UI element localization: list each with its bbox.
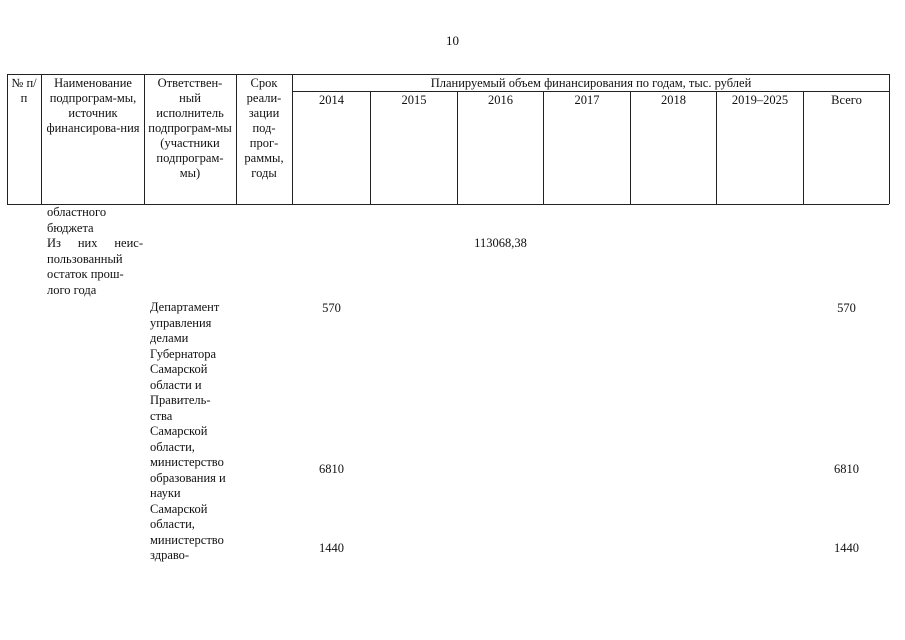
responsible-line: Самарской	[150, 424, 208, 438]
source-line: пользованный	[47, 251, 123, 266]
header-years-border	[292, 91, 889, 92]
header-year-2019-2025: 2019–2025	[731, 93, 789, 107]
row-1-total: 570	[837, 301, 856, 315]
unused-balance-2016: 113068,38	[474, 236, 527, 250]
responsible-line: области,	[150, 439, 195, 454]
header-col-responsible: Ответствен-ный исполнитель подпрограм-мы (участники подпрограм-мы)	[148, 76, 232, 180]
header-col-planned-funding: Планируемый объем финансирования по годам, тыс. рублей	[430, 76, 752, 90]
header-top-border	[7, 74, 889, 75]
source-line: остаток прош-	[47, 267, 124, 281]
responsible-line: Самарской	[150, 362, 208, 376]
row-2-value-2014: 6810	[319, 462, 344, 476]
header-year-2018: 2018	[661, 93, 686, 107]
responsible-line: науки	[150, 486, 181, 500]
header-col-term: Срок реали-зации под-прог-раммы, годы	[244, 76, 284, 180]
header-total: Всего	[831, 93, 862, 107]
header-border-2	[144, 74, 145, 204]
header-year-2014: 2014	[319, 93, 344, 107]
responsible-line: ства	[150, 408, 173, 423]
source-line: областного	[47, 205, 107, 219]
source-line: бюджета	[47, 220, 94, 235]
page-number: 10	[446, 33, 459, 48]
header-year-2017: 2017	[574, 93, 600, 107]
responsible-line: управления	[150, 315, 212, 330]
responsible-line: Правитель-	[150, 393, 211, 407]
responsible-executors-text	[150, 300, 240, 564]
header-year-2016: 2016	[488, 93, 513, 107]
responsible-line: министерство	[150, 455, 224, 469]
responsible-line: Губернатора	[150, 346, 217, 361]
row-1-value-2014: 570	[322, 301, 341, 315]
header-border-3	[236, 74, 237, 204]
source-line: лого года	[47, 282, 97, 297]
responsible-line: делами	[150, 331, 189, 345]
responsible-line: образования и	[150, 470, 226, 485]
row-3-total: 1440	[834, 541, 859, 555]
header-border-1	[41, 74, 42, 204]
responsible-line: здраво-	[150, 548, 190, 562]
responsible-line: области и	[150, 377, 202, 392]
responsible-line: Департамент	[150, 300, 220, 314]
source-line: Из них неис-	[47, 236, 143, 250]
header-year-2015: 2015	[401, 93, 427, 107]
header-col-subprogram-name: Наименование подпрограм-мы, источник финансирова-ния	[46, 76, 140, 135]
responsible-line: области,	[150, 517, 195, 531]
responsible-line: министерство	[150, 532, 224, 547]
row-3-value-2014: 1440	[319, 541, 344, 555]
header-border-right	[889, 74, 890, 204]
header-border-left	[7, 74, 8, 204]
responsible-line: Самарской	[150, 501, 208, 516]
financing-source-text	[47, 205, 143, 298]
row-2-total: 6810	[834, 462, 859, 476]
header-col-number: № п/п	[11, 76, 37, 105]
